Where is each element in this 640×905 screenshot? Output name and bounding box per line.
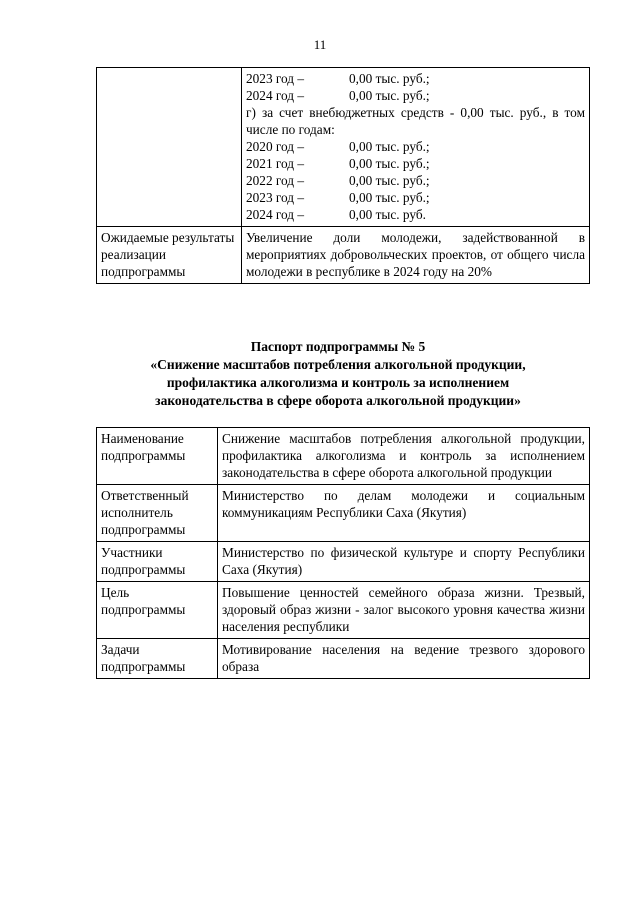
- row-value: Министерство по делам молодежи и социальным коммуникациям Республики Саха (Якутия): [218, 485, 590, 542]
- row-label: Ответственный исполнитель подпрограммы: [97, 485, 218, 542]
- extra-budget-text: г) за счет внебюджетных средств - 0,00 тыс. руб., в том числе по годам:: [246, 105, 585, 137]
- row-value: Мотивирование населения на ведение трезвого здорового образа: [218, 639, 590, 679]
- title-line: «Снижение масштабов потребления алкогольной продукции,: [150, 357, 526, 372]
- page-number: 11: [313, 37, 327, 52]
- title-line: профилактика алкоголизма и контроль за исполнением: [166, 375, 510, 390]
- passport-title: [60, 338, 616, 410]
- row-label: Наименование подпрограммы: [97, 428, 218, 485]
- financing-line: 2023 год – 0,00 тыс. руб.;: [246, 190, 430, 205]
- table-row: [97, 542, 590, 582]
- results-value: Увеличение доли молодежи, задействованной в мероприятиях добровольческих проектов, от общего числа молодежи в республике в 2024 году на 20%: [242, 227, 590, 284]
- row-value: Министерство по физической культуре и спорту Республики Саха (Якутия): [218, 542, 590, 582]
- row-value: Снижение масштабов потребления алкогольной продукции, профилактика алкоголизма и контроль за исполнением законодательства в сфере оборота алкогольной продукции: [218, 428, 590, 485]
- financing-line: 2024 год – 0,00 тыс. руб.: [246, 207, 426, 222]
- title-line: законодательства в сфере оборота алкогольной продукции»: [155, 393, 521, 408]
- title-line: Паспорт подпрограммы № 5: [250, 339, 426, 354]
- passport-table: [96, 427, 590, 679]
- row-label: Задачи подпрограммы: [97, 639, 218, 679]
- results-label: Ожидаемые результаты реализации подпрограммы: [97, 227, 242, 284]
- financing-cell: [242, 68, 590, 227]
- financing-line: 2024 год – 0,00 тыс. руб.;: [246, 88, 430, 103]
- table-row: [97, 68, 590, 227]
- table-row: [97, 428, 590, 485]
- table-row: [97, 582, 590, 639]
- row-label: Участники подпрограммы: [97, 542, 218, 582]
- table-row: [97, 639, 590, 679]
- table-row: [97, 227, 590, 284]
- financing-line: 2020 год – 0,00 тыс. руб.;: [246, 139, 430, 154]
- financing-line: 2023 год – 0,00 тыс. руб.;: [246, 71, 430, 86]
- row-value: Повышение ценностей семейного образа жизни. Трезвый, здоровый образ жизни - залог высокого уровня качества жизни населения республики: [218, 582, 590, 639]
- row-label: Цель подпрограммы: [97, 582, 218, 639]
- table-cell-empty: [97, 68, 242, 227]
- financing-line: 2021 год – 0,00 тыс. руб.;: [246, 156, 430, 171]
- financing-table: [96, 67, 590, 284]
- table-row: [97, 485, 590, 542]
- financing-line: 2022 год – 0,00 тыс. руб.;: [246, 173, 430, 188]
